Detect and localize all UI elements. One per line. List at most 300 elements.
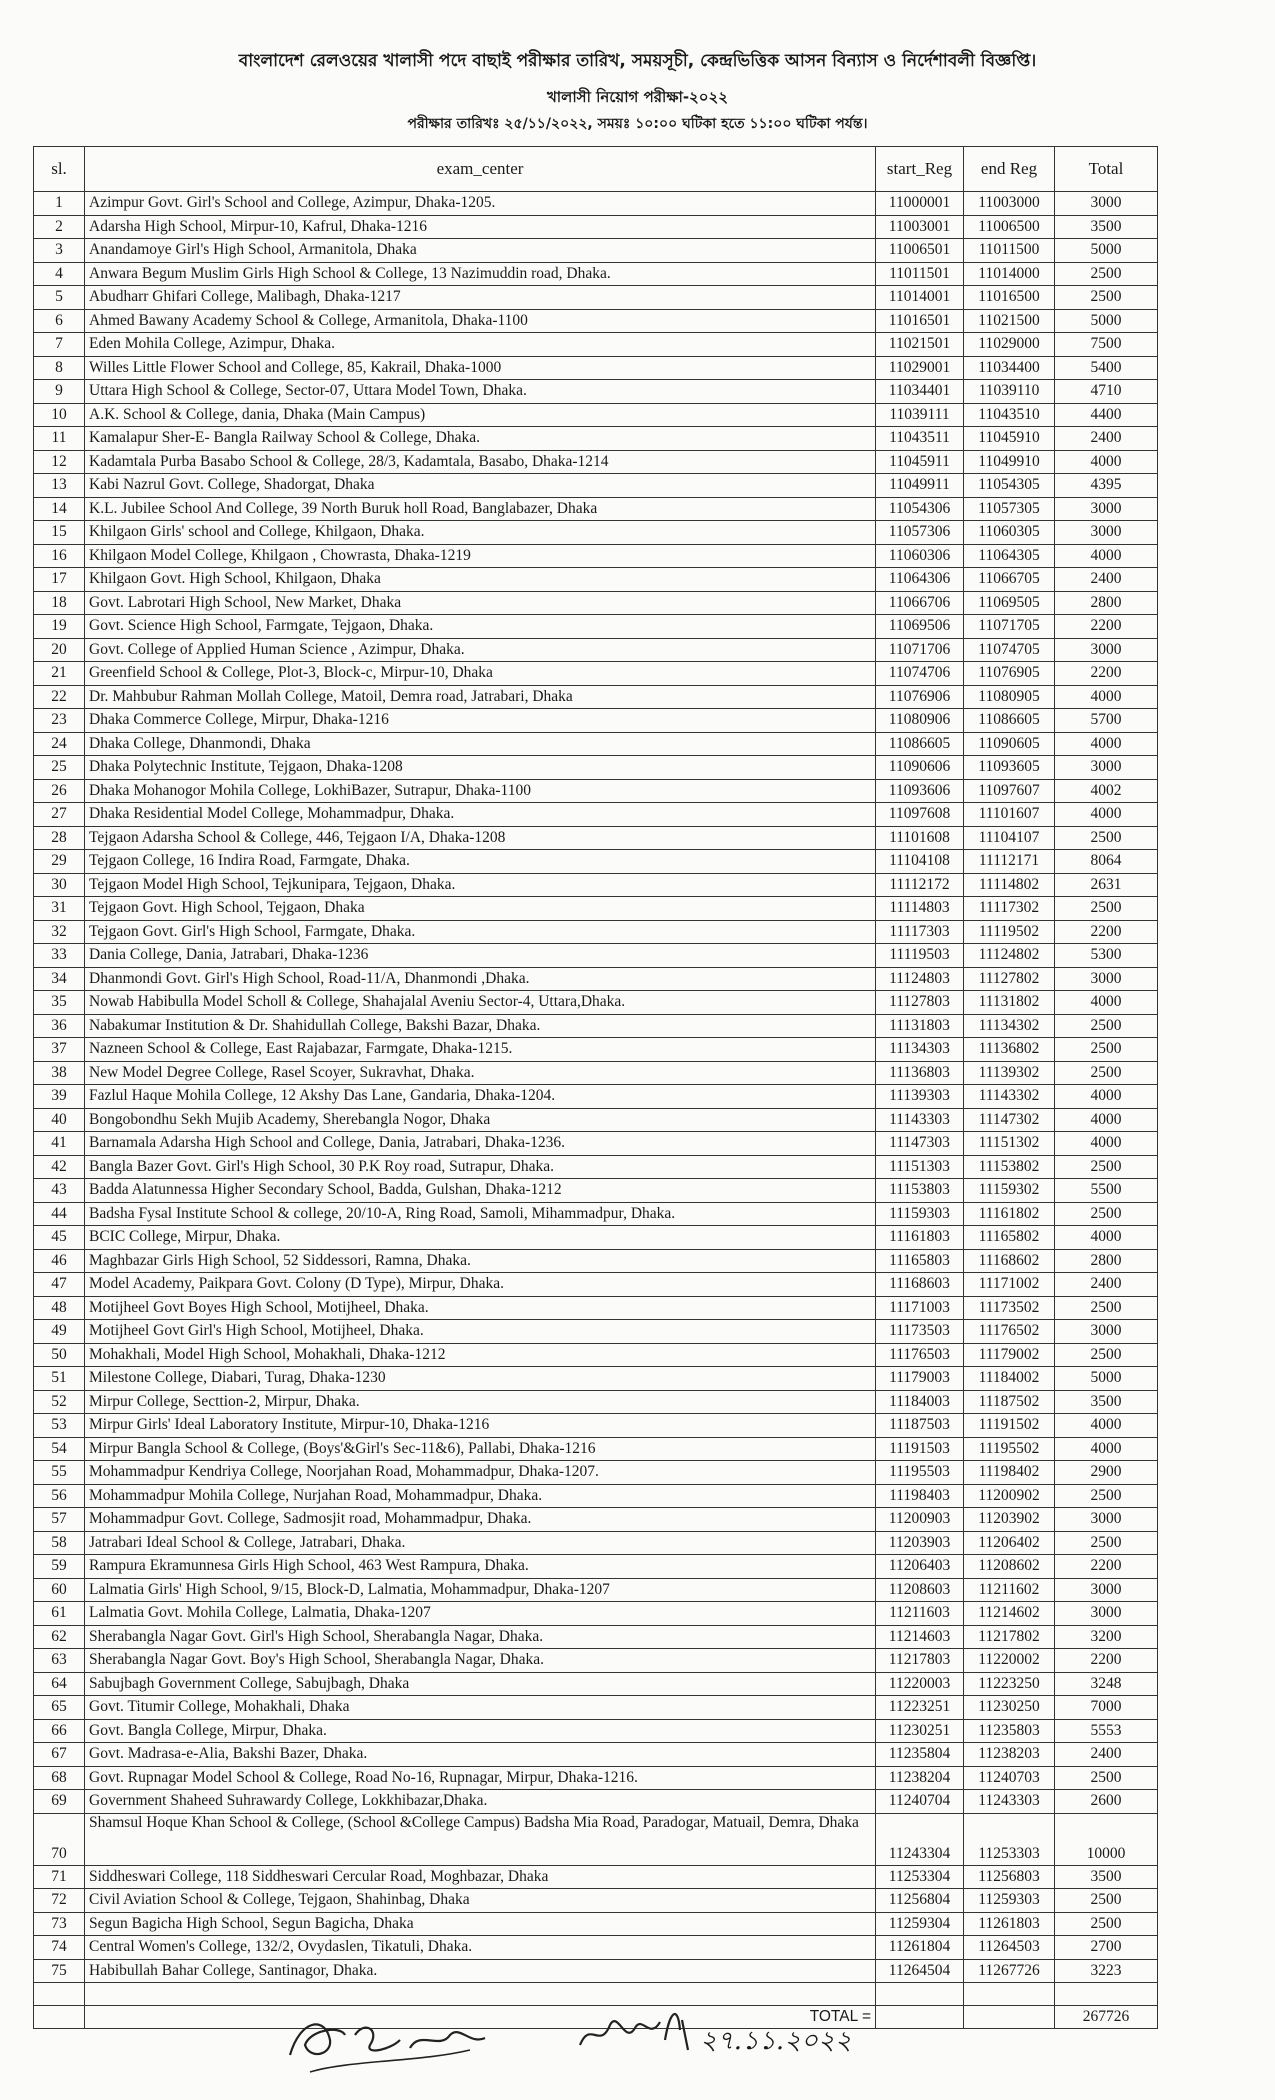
row-exam-center: Nazneen School & College, East Rajabazar, Farmgate, Dhaka-1215. [85,1038,876,1062]
table-row [34,286,1158,310]
row-end-reg: 11184002 [964,1367,1055,1391]
table-row [34,1959,1158,1983]
row-exam-center: Tejgaon Model High School, Tejkunipara, Tejgaon, Dhaka. [85,873,876,897]
row-exam-center: Willes Little Flower School and College, 85, Kakrail, Dhaka-1000 [85,356,876,380]
row-total: 5553 [1055,1719,1158,1743]
row-exam-center: Kamalapur Sher-E- Bangla Railway School & College, Dhaka. [85,427,876,451]
row-start-reg: 11243304 [876,1813,964,1865]
row-total: 2700 [1055,1936,1158,1960]
row-end-reg: 11039110 [964,380,1055,404]
row-end-reg: 11112171 [964,850,1055,874]
table-row [34,662,1158,686]
row-sl: 28 [34,826,85,850]
row-end-reg: 11253303 [964,1813,1055,1865]
row-exam-center: Mohammadpur Mohila College, Nurjahan Road, Mohammadpur, Dhaka. [85,1484,876,1508]
row-end-reg: 11054305 [964,474,1055,498]
row-sl: 22 [34,685,85,709]
row-total: 2500 [1055,1202,1158,1226]
table-row [34,1484,1158,1508]
row-exam-center: Dr. Mahbubur Rahman Mollah College, Matoil, Demra road, Jatrabari, Dhaka [85,685,876,709]
row-start-reg: 11159303 [876,1202,964,1226]
row-sl: 56 [34,1484,85,1508]
row-total: 2500 [1055,1531,1158,1555]
table-row [34,239,1158,263]
table-row [34,1649,1158,1673]
table-row [34,1912,1158,1936]
row-exam-center: Eden Mohila College, Azimpur, Dhaka. [85,333,876,357]
row-end-reg: 11076905 [964,662,1055,686]
row-start-reg: 11021501 [876,333,964,357]
row-total: 2200 [1055,1555,1158,1579]
row-total: 2400 [1055,568,1158,592]
row-total: 2200 [1055,1649,1158,1673]
row-exam-center: Siddheswari College, 118 Siddheswari Cercular Road, Moghbazar, Dhaka [85,1865,876,1889]
row-exam-center: Govt. Madrasa-e-Alia, Bakshi Bazer, Dhaka. [85,1743,876,1767]
table-row [34,1343,1158,1367]
table-row [34,1602,1158,1626]
row-end-reg: 11220002 [964,1649,1055,1673]
row-exam-center: Govt. Science High School, Farmgate, Tejgaon, Dhaka. [85,615,876,639]
row-total: 3000 [1055,1320,1158,1344]
row-sl: 48 [34,1296,85,1320]
row-start-reg: 11240704 [876,1790,964,1814]
row-total: 2631 [1055,873,1158,897]
table-row [34,192,1158,216]
table-row [34,380,1158,404]
table-row [34,1085,1158,1109]
row-sl: 64 [34,1672,85,1696]
row-end-reg: 11119502 [964,920,1055,944]
row-start-reg: 11112172 [876,873,964,897]
row-total: 2500 [1055,262,1158,286]
row-start-reg: 11136803 [876,1061,964,1085]
row-exam-center: Tejgaon Govt. Girl's High School, Farmgate, Dhaka. [85,920,876,944]
row-start-reg: 11211603 [876,1602,964,1626]
row-start-reg: 11045911 [876,450,964,474]
row-total: 5000 [1055,1367,1158,1391]
row-exam-center: Kadamtala Purba Basabo School & College, 28/3, Kadamtala, Basabo, Dhaka-1214 [85,450,876,474]
row-sl: 37 [34,1038,85,1062]
row-sl: 3 [34,239,85,263]
row-start-reg: 11208603 [876,1578,964,1602]
row-exam-center: Dhaka Mohanogor Mohila College, LokhiBazer, Sutrapur, Dhaka-1100 [85,779,876,803]
row-end-reg: 11049910 [964,450,1055,474]
row-total: 5700 [1055,709,1158,733]
row-start-reg: 11086605 [876,732,964,756]
row-total: 2800 [1055,591,1158,615]
row-exam-center: K.L. Jubilee School And College, 39 North Buruk holl Road, Banglabazer, Dhaka [85,497,876,521]
row-end-reg: 11101607 [964,803,1055,827]
row-total: 4000 [1055,685,1158,709]
row-sl: 21 [34,662,85,686]
row-end-reg: 11191502 [964,1414,1055,1438]
table-row [34,1743,1158,1767]
table-row [34,967,1158,991]
table-row [34,1555,1158,1579]
row-start-reg: 11151303 [876,1155,964,1179]
row-sl: 15 [34,521,85,545]
row-total: 5000 [1055,239,1158,263]
exam-center-table [33,146,1158,2029]
row-start-reg: 11173503 [876,1320,964,1344]
row-exam-center: Lalmatia Girls' High School, 9/15, Block-D, Lalmatia, Mohammadpur, Dhaka-1207 [85,1578,876,1602]
table-row [34,638,1158,662]
row-start-reg: 11230251 [876,1719,964,1743]
row-sl: 53 [34,1414,85,1438]
row-total: 5400 [1055,356,1158,380]
row-start-reg: 11179003 [876,1367,964,1391]
row-start-reg: 11187503 [876,1414,964,1438]
row-end-reg: 11230250 [964,1696,1055,1720]
row-start-reg: 11006501 [876,239,964,263]
table-row [34,1766,1158,1790]
row-start-reg: 11034401 [876,380,964,404]
row-start-reg: 11200903 [876,1508,964,1532]
table-row [34,1367,1158,1391]
table-row [34,1461,1158,1485]
row-start-reg: 11117303 [876,920,964,944]
table-row [34,756,1158,780]
row-start-reg: 11131803 [876,1014,964,1038]
row-start-reg: 11220003 [876,1672,964,1696]
row-start-reg: 11168603 [876,1273,964,1297]
row-exam-center: Civil Aviation School & College, Tejgaon, Shahinbag, Dhaka [85,1889,876,1913]
row-total: 2200 [1055,920,1158,944]
table-row [34,685,1158,709]
row-exam-center: Anandamoye Girl's High School, Armanitola, Dhaka [85,239,876,263]
row-start-reg: 11054306 [876,497,964,521]
notice-title: বাংলাদেশ রেলওয়ের খালাসী পদে বাছাই পরীক্ষার তারিখ, সময়সূচী, কেন্দ্রভিত্তিক আসন বিন্যাস ও নির্দেশাবলী বিজ্ঞপ্তি। [238,51,1037,71]
row-end-reg: 11071705 [964,615,1055,639]
row-sl: 66 [34,1719,85,1743]
table-row [34,1865,1158,1889]
row-start-reg: 11176503 [876,1343,964,1367]
row-total: 2500 [1055,1038,1158,1062]
row-end-reg: 11153802 [964,1155,1055,1179]
row-exam-center: Motijheel Govt Boyes High School, Motijheel, Dhaka. [85,1296,876,1320]
table-row [34,1790,1158,1814]
row-sl: 9 [34,380,85,404]
row-sl: 58 [34,1531,85,1555]
row-exam-center: Azimpur Govt. Girl's School and College, Azimpur, Dhaka-1205. [85,192,876,216]
row-total: 4000 [1055,544,1158,568]
row-sl: 60 [34,1578,85,1602]
row-start-reg: 11000001 [876,192,964,216]
row-start-reg: 11090606 [876,756,964,780]
row-end-reg: 11203902 [964,1508,1055,1532]
table-row [34,873,1158,897]
row-sl: 51 [34,1367,85,1391]
row-exam-center: Tejgaon Adarsha School & College, 446, Tejgaon I/A, Dhaka-1208 [85,826,876,850]
row-sl: 14 [34,497,85,521]
table-row [34,544,1158,568]
row-end-reg: 11187502 [964,1390,1055,1414]
row-exam-center: BCIC College, Mirpur, Dhaka. [85,1226,876,1250]
row-total: 2500 [1055,286,1158,310]
table-row [34,1226,1158,1250]
row-total: 4710 [1055,380,1158,404]
row-exam-center: Dhaka Polytechnic Institute, Tejgaon, Dhaka-1208 [85,756,876,780]
row-end-reg: 11117302 [964,897,1055,921]
row-end-reg: 11011500 [964,239,1055,263]
row-end-reg: 11064305 [964,544,1055,568]
row-end-reg: 11161802 [964,1202,1055,1226]
row-end-reg: 11173502 [964,1296,1055,1320]
row-start-reg: 11139303 [876,1085,964,1109]
table-row [34,1061,1158,1085]
row-sl: 1 [34,192,85,216]
row-exam-center: Dania College, Dania, Jatrabari, Dhaka-1236 [85,944,876,968]
row-start-reg: 11153803 [876,1179,964,1203]
row-end-reg: 11206402 [964,1531,1055,1555]
row-sl: 11 [34,427,85,451]
row-sl: 45 [34,1226,85,1250]
row-total: 2800 [1055,1249,1158,1273]
row-end-reg: 11235803 [964,1719,1055,1743]
row-sl: 27 [34,803,85,827]
row-end-reg: 11136802 [964,1038,1055,1062]
table-row [34,215,1158,239]
row-end-reg: 11066705 [964,568,1055,592]
table-row [34,1672,1158,1696]
table-row [34,944,1158,968]
row-start-reg: 11259304 [876,1912,964,1936]
row-start-reg: 11003001 [876,215,964,239]
row-end-reg: 11090605 [964,732,1055,756]
row-exam-center: Jatrabari Ideal School & College, Jatrabari, Dhaka. [85,1531,876,1555]
col-header-exam-center: exam_center [85,147,876,192]
row-total: 4395 [1055,474,1158,498]
row-sl: 24 [34,732,85,756]
row-total: 2500 [1055,1766,1158,1790]
row-exam-center: Mohammadpur Kendriya College, Noorjahan Road, Mohammadpur, Dhaka-1207. [85,1461,876,1485]
row-exam-center: Motijheel Govt Girl's High School, Motijheel, Dhaka. [85,1320,876,1344]
row-sl: 23 [34,709,85,733]
row-exam-center: Mohakhali, Model High School, Mohakhali, Dhaka-1212 [85,1343,876,1367]
row-exam-center: Uttara High School & College, Sector-07, Uttara Model Town, Dhaka. [85,380,876,404]
row-start-reg: 11134303 [876,1038,964,1062]
row-sl: 20 [34,638,85,662]
row-end-reg: 11267726 [964,1959,1055,1983]
row-start-reg: 11060306 [876,544,964,568]
row-exam-center: A.K. School & College, dania, Dhaka (Main Campus) [85,403,876,427]
row-exam-center: Bangla Bazer Govt. Girl's High School, 30 P.K Roy road, Sutrapur, Dhaka. [85,1155,876,1179]
row-exam-center: Govt. Labrotari High School, New Market, Dhaka [85,591,876,615]
row-exam-center: Mirpur Girls' Ideal Laboratory Institute, Mirpur-10, Dhaka-1216 [85,1414,876,1438]
row-sl: 62 [34,1625,85,1649]
row-end-reg: 11006500 [964,215,1055,239]
row-exam-center: Greenfield School & College, Plot-3, Block-c, Mirpur-10, Dhaka [85,662,876,686]
row-total: 2500 [1055,1912,1158,1936]
row-total: 2500 [1055,1484,1158,1508]
table-row [34,1202,1158,1226]
row-sl: 6 [34,309,85,333]
row-start-reg: 11143303 [876,1108,964,1132]
row-exam-center: Mohammadpur Govt. College, Sadmosjit road, Mohammadpur, Dhaka. [85,1508,876,1532]
table-body [34,192,1158,1983]
row-sl: 34 [34,967,85,991]
exam-subtitle: খালাসী নিয়োগ পরীক্ষা-২০২২ [546,88,729,106]
row-exam-center: Segun Bagicha High School, Segun Bagicha, Dhaka [85,1912,876,1936]
row-exam-center: Sabujbagh Government College, Sabujbagh, Dhaka [85,1672,876,1696]
row-total: 2500 [1055,1061,1158,1085]
row-sl: 71 [34,1865,85,1889]
table-row [34,615,1158,639]
row-end-reg: 11080905 [964,685,1055,709]
row-end-reg: 11016500 [964,286,1055,310]
row-end-reg: 11211602 [964,1578,1055,1602]
row-start-reg: 11124803 [876,967,964,991]
row-end-reg: 11104107 [964,826,1055,850]
row-start-reg: 11206403 [876,1555,964,1579]
row-exam-center: Shamsul Hoque Khan School & College, (School &College Campus) Badsha Mia Road, Paradogar, Matuail, Demra, Dhaka [85,1813,876,1865]
row-sl: 55 [34,1461,85,1485]
row-exam-center: Govt. College of Applied Human Science , Azimpur, Dhaka. [85,638,876,662]
row-end-reg: 11259303 [964,1889,1055,1913]
row-start-reg: 11069506 [876,615,964,639]
row-total: 3000 [1055,638,1158,662]
row-start-reg: 11127803 [876,991,964,1015]
row-end-reg: 11168602 [964,1249,1055,1273]
row-start-reg: 11253304 [876,1865,964,1889]
row-exam-center: Barnamala Adarsha High School and College, Dania, Jatrabari, Dhaka-1236. [85,1132,876,1156]
table-row [34,427,1158,451]
row-end-reg: 11176502 [964,1320,1055,1344]
row-sl: 40 [34,1108,85,1132]
row-start-reg: 11076906 [876,685,964,709]
row-end-reg: 11264503 [964,1936,1055,1960]
row-end-reg: 11159302 [964,1179,1055,1203]
row-exam-center: Maghbazar Girls High School, 52 Siddessori, Ramna, Dhaka. [85,1249,876,1273]
table-row [34,991,1158,1015]
row-sl: 18 [34,591,85,615]
table-row [34,1696,1158,1720]
row-exam-center: Mirpur Bangla School & College, (Boys'&Girl's Sec-11&6), Pallabi, Dhaka-1216 [85,1437,876,1461]
row-total: 2600 [1055,1790,1158,1814]
row-sl: 4 [34,262,85,286]
row-total: 2400 [1055,1273,1158,1297]
row-start-reg: 11101608 [876,826,964,850]
col-header-start-reg: start_Reg [876,147,964,192]
row-exam-center: Nabakumar Institution & Dr. Shahidullah College, Bakshi Bazar, Dhaka. [85,1014,876,1038]
row-sl: 35 [34,991,85,1015]
row-sl: 25 [34,756,85,780]
row-total: 2900 [1055,1461,1158,1485]
row-sl: 19 [34,615,85,639]
row-end-reg: 11208602 [964,1555,1055,1579]
row-exam-center: Sherabangla Nagar Govt. Girl's High School, Sherabangla Nagar, Dhaka. [85,1625,876,1649]
row-start-reg: 11191503 [876,1437,964,1461]
row-sl: 30 [34,873,85,897]
table-row [34,1273,1158,1297]
row-end-reg: 11060305 [964,521,1055,545]
row-end-reg: 11045910 [964,427,1055,451]
row-exam-center: Sherabangla Nagar Govt. Boy's High School, Sherabangla Nagar, Dhaka. [85,1649,876,1673]
row-sl: 5 [34,286,85,310]
row-end-reg: 11256803 [964,1865,1055,1889]
table-row [34,920,1158,944]
row-sl: 41 [34,1132,85,1156]
row-exam-center: Kabi Nazrul Govt. College, Shadorgat, Dhaka [85,474,876,498]
row-sl: 42 [34,1155,85,1179]
row-sl: 47 [34,1273,85,1297]
row-start-reg: 11071706 [876,638,964,662]
row-total: 2500 [1055,1155,1158,1179]
table-row [34,779,1158,803]
table-row [34,1508,1158,1532]
row-sl: 39 [34,1085,85,1109]
row-exam-center: Ahmed Bawany Academy School & College, Armanitola, Dhaka-1100 [85,309,876,333]
row-end-reg: 11147302 [964,1108,1055,1132]
table-row [34,732,1158,756]
row-total: 3500 [1055,215,1158,239]
row-end-reg: 11114802 [964,873,1055,897]
row-sl: 31 [34,897,85,921]
table-header-row [34,147,1158,192]
row-total: 5000 [1055,309,1158,333]
row-exam-center: Dhaka Residential Model College, Mohammadpur, Dhaka. [85,803,876,827]
row-exam-center: Mirpur College, Secttion-2, Mirpur, Dhaka. [85,1390,876,1414]
row-sl: 13 [34,474,85,498]
row-total: 3000 [1055,1602,1158,1626]
row-end-reg: 11195502 [964,1437,1055,1461]
table-row [34,1296,1158,1320]
row-sl: 50 [34,1343,85,1367]
row-total: 4400 [1055,403,1158,427]
table-row [34,709,1158,733]
row-end-reg: 11029000 [964,333,1055,357]
table-row [34,850,1158,874]
row-start-reg: 11064306 [876,568,964,592]
table-row [34,333,1158,357]
row-start-reg: 11043511 [876,427,964,451]
row-start-reg: 11203903 [876,1531,964,1555]
row-end-reg: 11261803 [964,1912,1055,1936]
row-total: 3000 [1055,756,1158,780]
table-row [34,474,1158,498]
table-row [34,1390,1158,1414]
row-sl: 73 [34,1912,85,1936]
row-total: 2400 [1055,1743,1158,1767]
table-row [34,1179,1158,1203]
row-sl: 57 [34,1508,85,1532]
row-end-reg: 11034400 [964,356,1055,380]
row-start-reg: 11011501 [876,262,964,286]
table-row [34,826,1158,850]
row-end-reg: 11097607 [964,779,1055,803]
table-row [34,1625,1158,1649]
table-row [34,591,1158,615]
row-exam-center: New Model Degree College, Rasel Scoyer, Sukravhat, Dhaka. [85,1061,876,1085]
row-total: 4000 [1055,732,1158,756]
row-start-reg: 11104108 [876,850,964,874]
table-row [34,1414,1158,1438]
row-exam-center: Anwara Begum Muslim Girls High School & College, 13 Nazimuddin road, Dhaka. [85,262,876,286]
row-end-reg: 11151302 [964,1132,1055,1156]
table-row [34,1014,1158,1038]
row-total: 8064 [1055,850,1158,874]
table-row [34,1531,1158,1555]
table-row [34,1249,1158,1273]
row-end-reg: 11131802 [964,991,1055,1015]
row-sl: 61 [34,1602,85,1626]
table-row [34,1813,1158,1865]
row-total: 2200 [1055,615,1158,639]
row-total: 3000 [1055,967,1158,991]
row-start-reg: 11223251 [876,1696,964,1720]
row-exam-center: Tejgaon Govt. High School, Tejgaon, Dhaka [85,897,876,921]
row-sl: 46 [34,1249,85,1273]
